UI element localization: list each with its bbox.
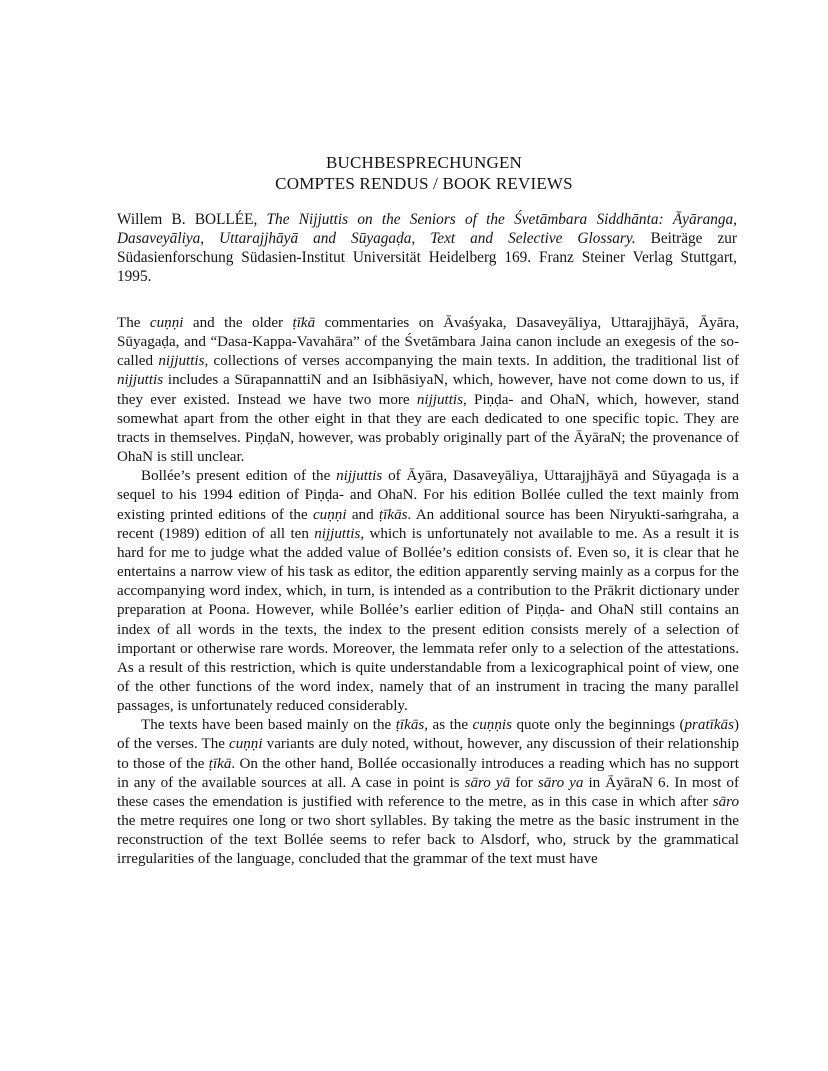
book-citation <box>117 210 737 286</box>
citation-title: The Nijjuttis on the Seniors of the Śvetāmbara Siddhānta: Āyāranga, Dasaveyāliya, Uttarajjhāyā and Sūyagaḍa, Text and Selective Glossary. <box>117 211 737 247</box>
text-run: for <box>510 774 538 791</box>
text-run: and the older <box>183 315 293 331</box>
italic-term: ṭīkās <box>395 717 425 734</box>
paragraph <box>117 314 739 467</box>
italic-term: ṭīkā <box>208 755 232 772</box>
text-run: the metre requires one long or two short syllables. By taking the metre as the basic instrument in the reconstruction of the text Bollée seems to refer back to Alsdorf, who, struck by the grammatical irregularities of the language, concluded that the grammar of the text must have <box>117 813 739 868</box>
heading-german: BUCHBESPRECHUNGEN <box>325 153 523 172</box>
italic-term: cuṇṇi <box>149 315 184 331</box>
italic-term: nijjuttis <box>117 372 164 389</box>
paragraph <box>117 467 739 716</box>
citation-author: Willem B. BOLLÉE, <box>117 211 267 228</box>
section-heading <box>0 152 828 194</box>
text-run: The texts have been based mainly on the <box>141 717 396 734</box>
text-run: . An additional source has been Niryukti-saṁgraha, a recent (1989) edition of all ten <box>117 506 739 542</box>
text-run: , Piṇḍa- and OhaN, which, however, stand somewhat apart from the other eight in that they are each dedicated to one specific topic. They are tracts in themselves. PiṇḍaN, however, was probably originally part of the ĀyāraN; the provenance of OhaN is still unclear. <box>117 391 739 466</box>
text-run: , as the <box>424 717 473 734</box>
text-run: The <box>117 315 150 331</box>
italic-term: cuṇṇis <box>472 717 512 734</box>
citation-publisher: Beiträge zur Südasienforschung Südasien-Institut Universität Heidelberg 169. Franz Steiner Verlag Stuttgart, 1995. <box>117 230 738 285</box>
italic-term: ṭīkā <box>292 315 316 331</box>
paragraph <box>117 716 739 869</box>
italic-term: sāro yā <box>464 774 511 791</box>
text-run: in ĀyāraN 6. In most of these cases the emendation is justified with reference to the metre, as in this case in which after <box>117 774 739 810</box>
text-run: quote only the beginnings ( <box>511 717 685 734</box>
italic-term: sāro <box>712 793 739 810</box>
italic-term: nijjuttis <box>314 525 361 542</box>
text-run: variants are duly noted, without, however, any discussion of their relationship to those of the <box>117 736 739 772</box>
italic-term: sāro ya <box>537 774 584 791</box>
text-run: Bollée’s present edition of the <box>141 468 337 485</box>
text-run: , collections of verses accompanying the main texts. In addition, the traditional list of <box>204 353 739 370</box>
text-run: includes a SūrapannattiN and an IsibhāsiyaN, which, however, have not come down to us, if they ever existed. Instead we have two more <box>117 372 739 408</box>
italic-term: cuṇṇi <box>229 736 263 753</box>
text-run: . On the other hand, Bollée occasionally introduces a reading which has no support in any of the available sources at all. A case in point is <box>117 755 739 791</box>
italic-term: pratīkās <box>684 717 734 734</box>
text-run: , which is unfortunately not available to me. As a result it is hard for me to judge what the added value of Bollée’s edition consists of. Even so, it is clear that he entertains a narrow view of his task as editor, the edition apparently serving mainly as a corpus for the accompanying word index, which, in turn, is intended as a contribution to the Prākrit dictionary under preparation at Poona. However, while Bollée’s earlier edition of Piṇḍa- and OhaN still contains an index of all words in the texts, the index to the present edition consists merely of a selection of important or otherwise rare words. Moreover, the lemmata refer only to a selection of the attestations. As a result of this restriction, which is quite understandable from a lexicographical point of view, one of the other functions of the word index, namely that of an instrument in tracing the many parallel passages, is unfortunately reduced considerably. <box>117 525 740 715</box>
text-run: and <box>346 506 379 523</box>
italic-term: nijjuttis <box>336 468 383 485</box>
text-run: of Āyāra, Dasaveyāliya, Uttarajjhāyā and Sūyagaḍa is a sequel to his 1994 edition of Piṇḍa- and OhaN. For his edition Bollée culled the text mainly from existing printed editions of the <box>117 468 739 523</box>
review-body <box>117 314 739 870</box>
text-run: commentaries on Āvaśyaka, Dasaveyāliya, Uttarajjhāyā, Āyāra, Sūyagaḍa, and “Dasa-Kappa-Vavahāra” of the Śvetāmbara Jaina canon include an exegesis of the so-called <box>117 315 739 370</box>
italic-term: ṭīkās <box>378 506 408 523</box>
italic-term: nijjuttis <box>158 353 205 370</box>
italic-term: cuṇṇi <box>312 506 347 523</box>
text-run: ) of the verses. The <box>117 717 740 753</box>
italic-term: nijjuttis <box>416 391 464 408</box>
heading-french-english: COMPTES RENDUS / BOOK REVIEWS <box>275 174 573 193</box>
